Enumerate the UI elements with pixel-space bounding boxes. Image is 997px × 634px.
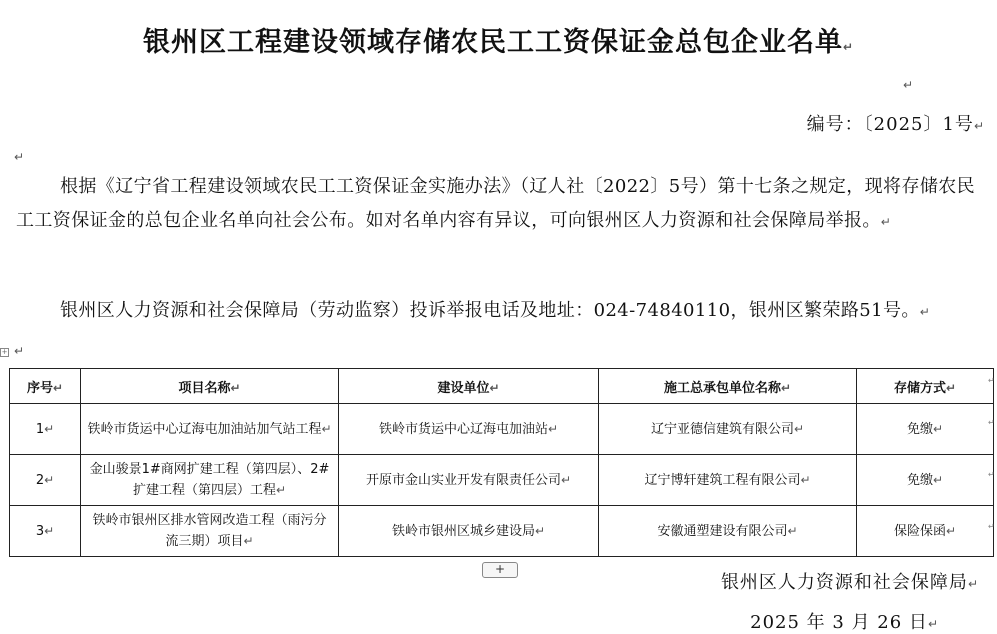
cell-mark: ↵ bbox=[547, 421, 559, 436]
paragraph-mark: ↵ bbox=[967, 577, 979, 591]
notice-paragraph: 根据《辽宁省工程建设领域农民工工资保证金实施办法》（辽人社〔2022〕5号）第十七条之规定，现将存储农民工工资保证金的总包企业名单向社会公布。如对名单内容有异议，可向银州区人力资源和社会保障局举报。↵ bbox=[16, 176, 976, 231]
row-end-mark: ↵ bbox=[988, 376, 995, 385]
cell-mark: ↵ bbox=[489, 380, 500, 395]
cell-contractor: 安徽通塑建设有限公司↵ bbox=[599, 506, 857, 557]
cell-method: 保险保函↵ bbox=[857, 506, 994, 557]
header-no: 序号↵ bbox=[10, 369, 81, 404]
cell-no: 1↵ bbox=[10, 404, 81, 455]
table-header-row bbox=[10, 369, 994, 404]
paragraph-mark: ↵ bbox=[903, 78, 914, 92]
cell-builder: 铁岭市银州区城乡建设局↵ bbox=[339, 506, 599, 557]
cell-mark: ↵ bbox=[780, 380, 792, 395]
cell-mark: ↵ bbox=[230, 380, 241, 395]
cell-method: 免缴↵ bbox=[857, 404, 994, 455]
paragraph-mark: ↵ bbox=[14, 344, 25, 358]
cell-mark: ↵ bbox=[243, 533, 254, 548]
header-project: 项目名称↵ bbox=[81, 369, 339, 404]
document-title: 银州区工程建设领域存储农民工工资保证金总包企业名单↵ bbox=[142, 27, 855, 58]
cell-mark: ↵ bbox=[793, 421, 805, 436]
cell-mark: ↵ bbox=[945, 523, 957, 538]
cell-mark: ↵ bbox=[44, 523, 55, 538]
table-row bbox=[10, 506, 994, 557]
cell-project: 铁岭市银州区排水管网改造工程（雨污分流三期）项目↵ bbox=[81, 506, 339, 557]
cell-mark: ↵ bbox=[932, 472, 944, 487]
cell-mark: ↵ bbox=[787, 523, 798, 538]
row-end-mark: ↵ bbox=[988, 522, 995, 531]
row-end-mark: ↵ bbox=[988, 470, 995, 479]
cell-no: 2↵ bbox=[10, 455, 81, 506]
document-number: 编号：〔2025〕1号↵ bbox=[806, 114, 985, 135]
cell-builder: 铁岭市货运中心辽海屯加油站↵ bbox=[339, 404, 599, 455]
header-builder: 建设单位↵ bbox=[339, 369, 599, 404]
issuer-name: 银州区人力资源和社会保障局↵ bbox=[720, 572, 979, 593]
cell-method: 免缴↵ bbox=[857, 455, 994, 506]
row-end-mark: ↵ bbox=[988, 418, 995, 427]
cell-project: 金山骏景1#商网扩建工程（第四层）、2#扩建工程（第四层）工程↵ bbox=[81, 455, 339, 506]
cell-mark: ↵ bbox=[945, 380, 957, 395]
paragraph-mark: ↵ bbox=[14, 150, 25, 164]
table-row bbox=[10, 404, 994, 455]
cell-mark: ↵ bbox=[800, 472, 811, 487]
cell-mark: ↵ bbox=[321, 421, 332, 436]
cell-mark: ↵ bbox=[44, 421, 55, 436]
cell-builder: 开原市金山实业开发有限责任公司↵ bbox=[339, 455, 599, 506]
contact-paragraph: 银州区人力资源和社会保障局（劳动监察）投诉举报电话及地址：024-74840110，银州区繁荣路51号。↵ bbox=[60, 300, 931, 321]
add-row-button[interactable]: + bbox=[482, 562, 518, 578]
cell-mark: ↵ bbox=[932, 421, 944, 436]
cell-mark: ↵ bbox=[275, 482, 287, 497]
header-contractor: 施工总承包单位名称↵ bbox=[599, 369, 857, 404]
table-row bbox=[10, 455, 994, 506]
cell-mark: ↵ bbox=[534, 523, 546, 538]
cell-mark: ↵ bbox=[52, 380, 64, 395]
paragraph-mark: ↵ bbox=[919, 305, 931, 319]
paragraph-mark: ↵ bbox=[973, 119, 985, 133]
cell-contractor: 辽宁博轩建筑工程有限公司↵ bbox=[599, 455, 857, 506]
paragraph-mark: ↵ bbox=[880, 215, 892, 229]
paragraph-mark: ↵ bbox=[927, 617, 939, 631]
paragraph-mark: ↵ bbox=[842, 40, 855, 54]
issue-date: 2025 年 3 月 26 日↵ bbox=[750, 612, 939, 633]
header-method: 存储方式↵ bbox=[857, 369, 994, 404]
cell-mark: ↵ bbox=[560, 472, 572, 487]
cell-no: 3↵ bbox=[10, 506, 81, 557]
cell-mark: ↵ bbox=[44, 472, 55, 487]
table-move-handle[interactable]: + bbox=[1, 348, 8, 356]
cell-contractor: 辽宁亚德信建筑有限公司↵ bbox=[599, 404, 857, 455]
enterprise-table bbox=[9, 368, 994, 557]
cell-project: 铁岭市货运中心辽海屯加油站加气站工程↵ bbox=[81, 404, 339, 455]
